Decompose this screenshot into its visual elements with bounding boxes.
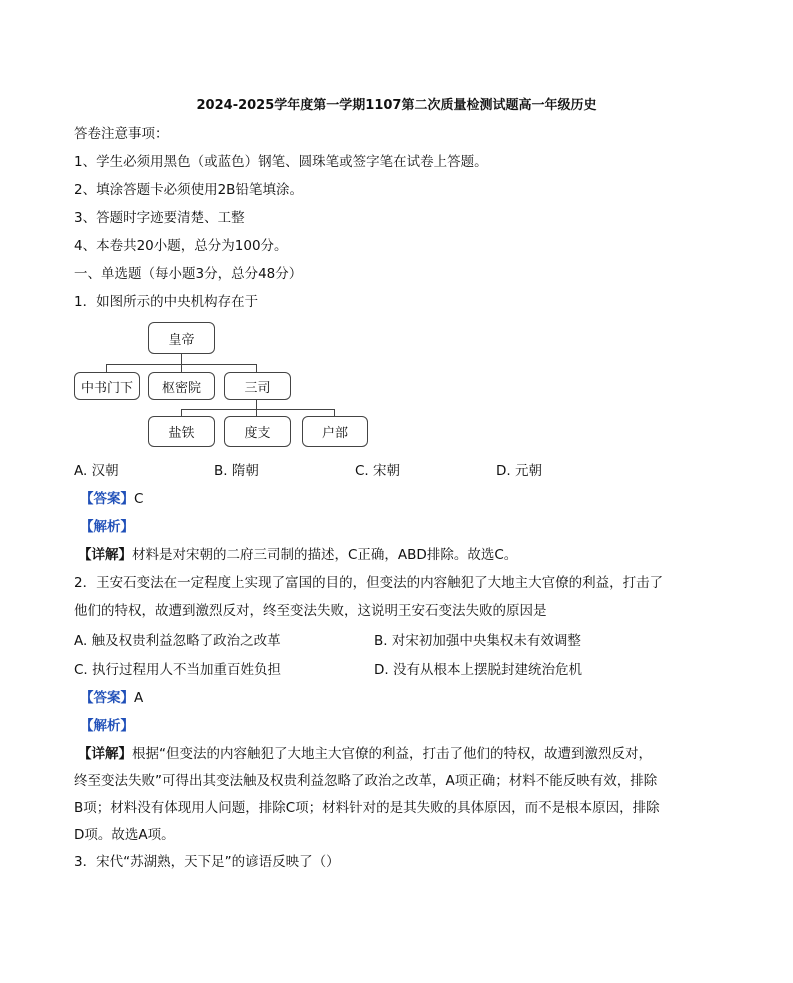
question-3-stem: 3．宋代“苏湖熟，天下足”的谚语反映了（） <box>74 854 340 870</box>
q1-analysis-label: 【解析】 <box>80 519 134 535</box>
node-zhongshu-menxia: 中书门下 <box>74 372 140 400</box>
answer-label: 【答案】 <box>80 690 134 706</box>
detail-text: 根据“但变法的内容触犯了大地主大官僚的利益，打击了他们的特权，故遭到激烈反对， <box>132 746 652 762</box>
q2-option-c: C. 执行过程用人不当加重百姓负担 <box>74 662 282 678</box>
notice-item: 1、学生必须用黑色（或蓝色）钢笔、圆珠笔或签字笔在试卷上答题。 <box>74 154 488 170</box>
q1-option-b: B. 隋朝 <box>214 463 259 479</box>
notice-item: 3、答题时字迹要清楚、工整 <box>74 210 245 226</box>
q2-analysis-label: 【解析】 <box>80 718 134 734</box>
q2-detail-line: B项；材料没有体现用人问题，排除C项；材料针对的是其失败的具体原因，而不是根本原因，排除 <box>74 800 660 816</box>
q1-option-c: C. 宋朝 <box>355 463 401 479</box>
question-2-stem: 2．王安石变法在一定程度上实现了富国的目的，但变法的内容触犯了大地主大官僚的利益，打击了 <box>74 575 664 591</box>
q2-detail-line: 终至变法失败”可得出其变法触及权贵利益忽略了政治之改革，A项正确；材料不能反映有效，排除 <box>74 773 658 789</box>
central-structure-diagram <box>74 320 374 450</box>
detail-label: 【详解】 <box>78 547 132 563</box>
node-emperor: 皇帝 <box>148 322 215 354</box>
q2-option-b: B. 对宋初加强中央集权未有效调整 <box>374 633 581 649</box>
q1-option-d: D. 元朝 <box>496 463 542 479</box>
notice-item: 4、本卷共20小题，总分为100分。 <box>74 238 288 254</box>
detail-label: 【详解】 <box>78 746 132 762</box>
node-shumiyuan: 枢密院 <box>148 372 215 400</box>
q1-answer <box>80 489 143 509</box>
q2-answer <box>80 688 143 708</box>
node-duzhi: 度支 <box>224 416 291 447</box>
q1-detail <box>78 545 517 565</box>
notice-heading: 答卷注意事项： <box>74 126 169 142</box>
exam-title: 2024-2025学年度第一学期1107第二次质量检测试题高一年级历史 <box>196 98 597 113</box>
answer-label: 【答案】 <box>80 491 134 507</box>
answer-value: A <box>134 690 144 706</box>
q2-option-d: D. 没有从根本上摆脱封建统治危机 <box>374 662 582 678</box>
q1-option-a: A. 汉朝 <box>74 463 119 479</box>
detail-text: 材料是对宋朝的二府三司制的描述，C正确，ABD排除。故选C。 <box>132 547 518 563</box>
node-hubu: 户部 <box>302 416 368 447</box>
node-sansi: 三司 <box>224 372 291 400</box>
notice-item: 2、填涂答题卡必须使用2B铅笔填涂。 <box>74 182 303 198</box>
node-yantie: 盐铁 <box>148 416 215 447</box>
q2-detail <box>78 744 652 764</box>
section-heading: 一、单选题（每小题3分，总分48分） <box>74 266 303 282</box>
q2-option-a: A. 触及权贵利益忽略了政治之改革 <box>74 633 281 649</box>
answer-value: C <box>134 491 144 507</box>
q2-detail-line: D项。故选A项。 <box>74 827 175 843</box>
question-1-stem: 1．如图所示的中央机构存在于 <box>74 294 259 310</box>
question-2-stem: 他们的特权，故遭到激烈反对，终至变法失败，这说明王安石变法失败的原因是 <box>74 603 547 619</box>
